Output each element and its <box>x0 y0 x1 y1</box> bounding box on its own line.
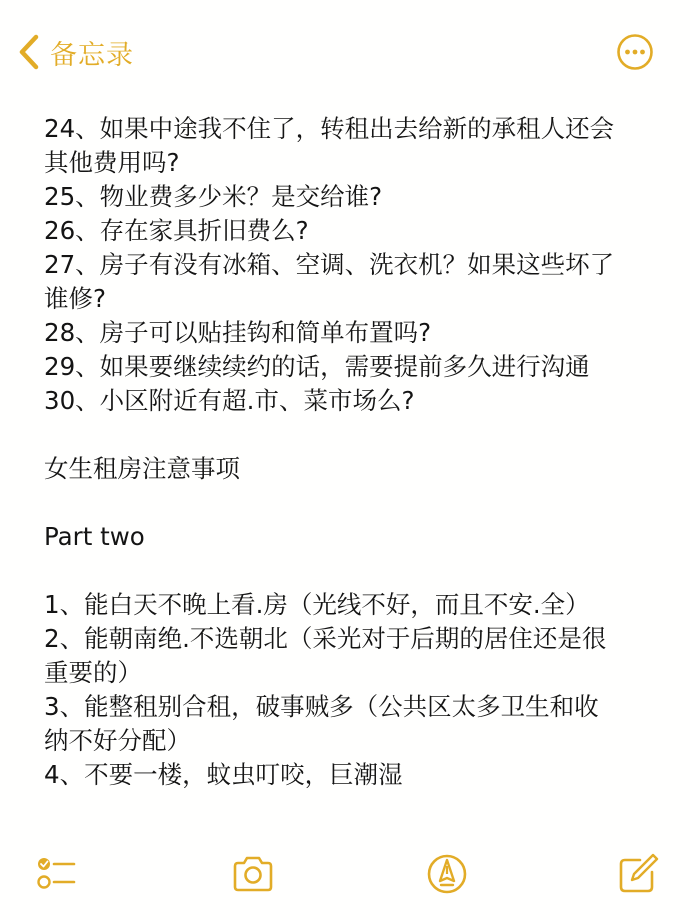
compose-icon <box>616 852 660 896</box>
note-line: 27、房子有没有冰箱、空调、洗衣机？如果这些坏了 <box>44 250 615 279</box>
markup-pen-icon <box>425 852 469 896</box>
note-line: 其他费用吗? <box>44 148 180 177</box>
note-line: 3、能整租别合租，破事贼多（公共区太多卫生和收 <box>44 692 599 721</box>
note-line: 4、不要一楼，蚊虫叮咬，巨潮湿 <box>44 760 403 789</box>
note-line: 26、存在家具折旧费么? <box>44 216 309 245</box>
note-line: 纳不好分配） <box>44 726 191 755</box>
back-button-label: 备忘录 <box>50 39 134 71</box>
checklist-button[interactable] <box>34 852 78 896</box>
camera-button[interactable] <box>231 852 275 896</box>
note-line: 2、能朝南绝.不选朝北（采光对于后期的居住还是很 <box>44 624 607 653</box>
chevron-left-icon <box>18 34 40 70</box>
blank-line <box>44 554 660 588</box>
note-line: 29、如果要继续续约的话，需要提前多久进行沟通 <box>44 352 590 381</box>
note-body[interactable] <box>44 112 660 792</box>
note-line: 谁修? <box>44 284 107 313</box>
back-button[interactable] <box>18 30 134 74</box>
note-line: 女生租房注意事项 <box>44 454 240 483</box>
more-options-button[interactable] <box>616 33 654 71</box>
note-line: 30、小区附近有超.市、菜市场么? <box>44 386 415 415</box>
blank-line <box>44 486 660 520</box>
compose-button[interactable] <box>616 852 660 896</box>
ellipsis-circle-icon <box>616 33 654 71</box>
bottom-toolbar <box>0 840 690 910</box>
markup-button[interactable] <box>425 852 469 896</box>
note-line: Part two <box>44 522 145 551</box>
camera-icon <box>231 852 275 896</box>
note-line: 28、房子可以贴挂钩和简单布置吗? <box>44 318 432 347</box>
checklist-icon <box>34 852 78 896</box>
note-line: 重要的） <box>44 658 142 687</box>
navigation-bar <box>0 0 690 100</box>
note-line: 1、能白天不晚上看.房（光线不好，而且不安.全） <box>44 590 590 619</box>
blank-line <box>44 418 660 452</box>
note-line: 24、如果中途我不住了，转租出去给新的承租人还会 <box>44 114 615 143</box>
note-line: 25、物业费多少米？是交给谁? <box>44 182 383 211</box>
